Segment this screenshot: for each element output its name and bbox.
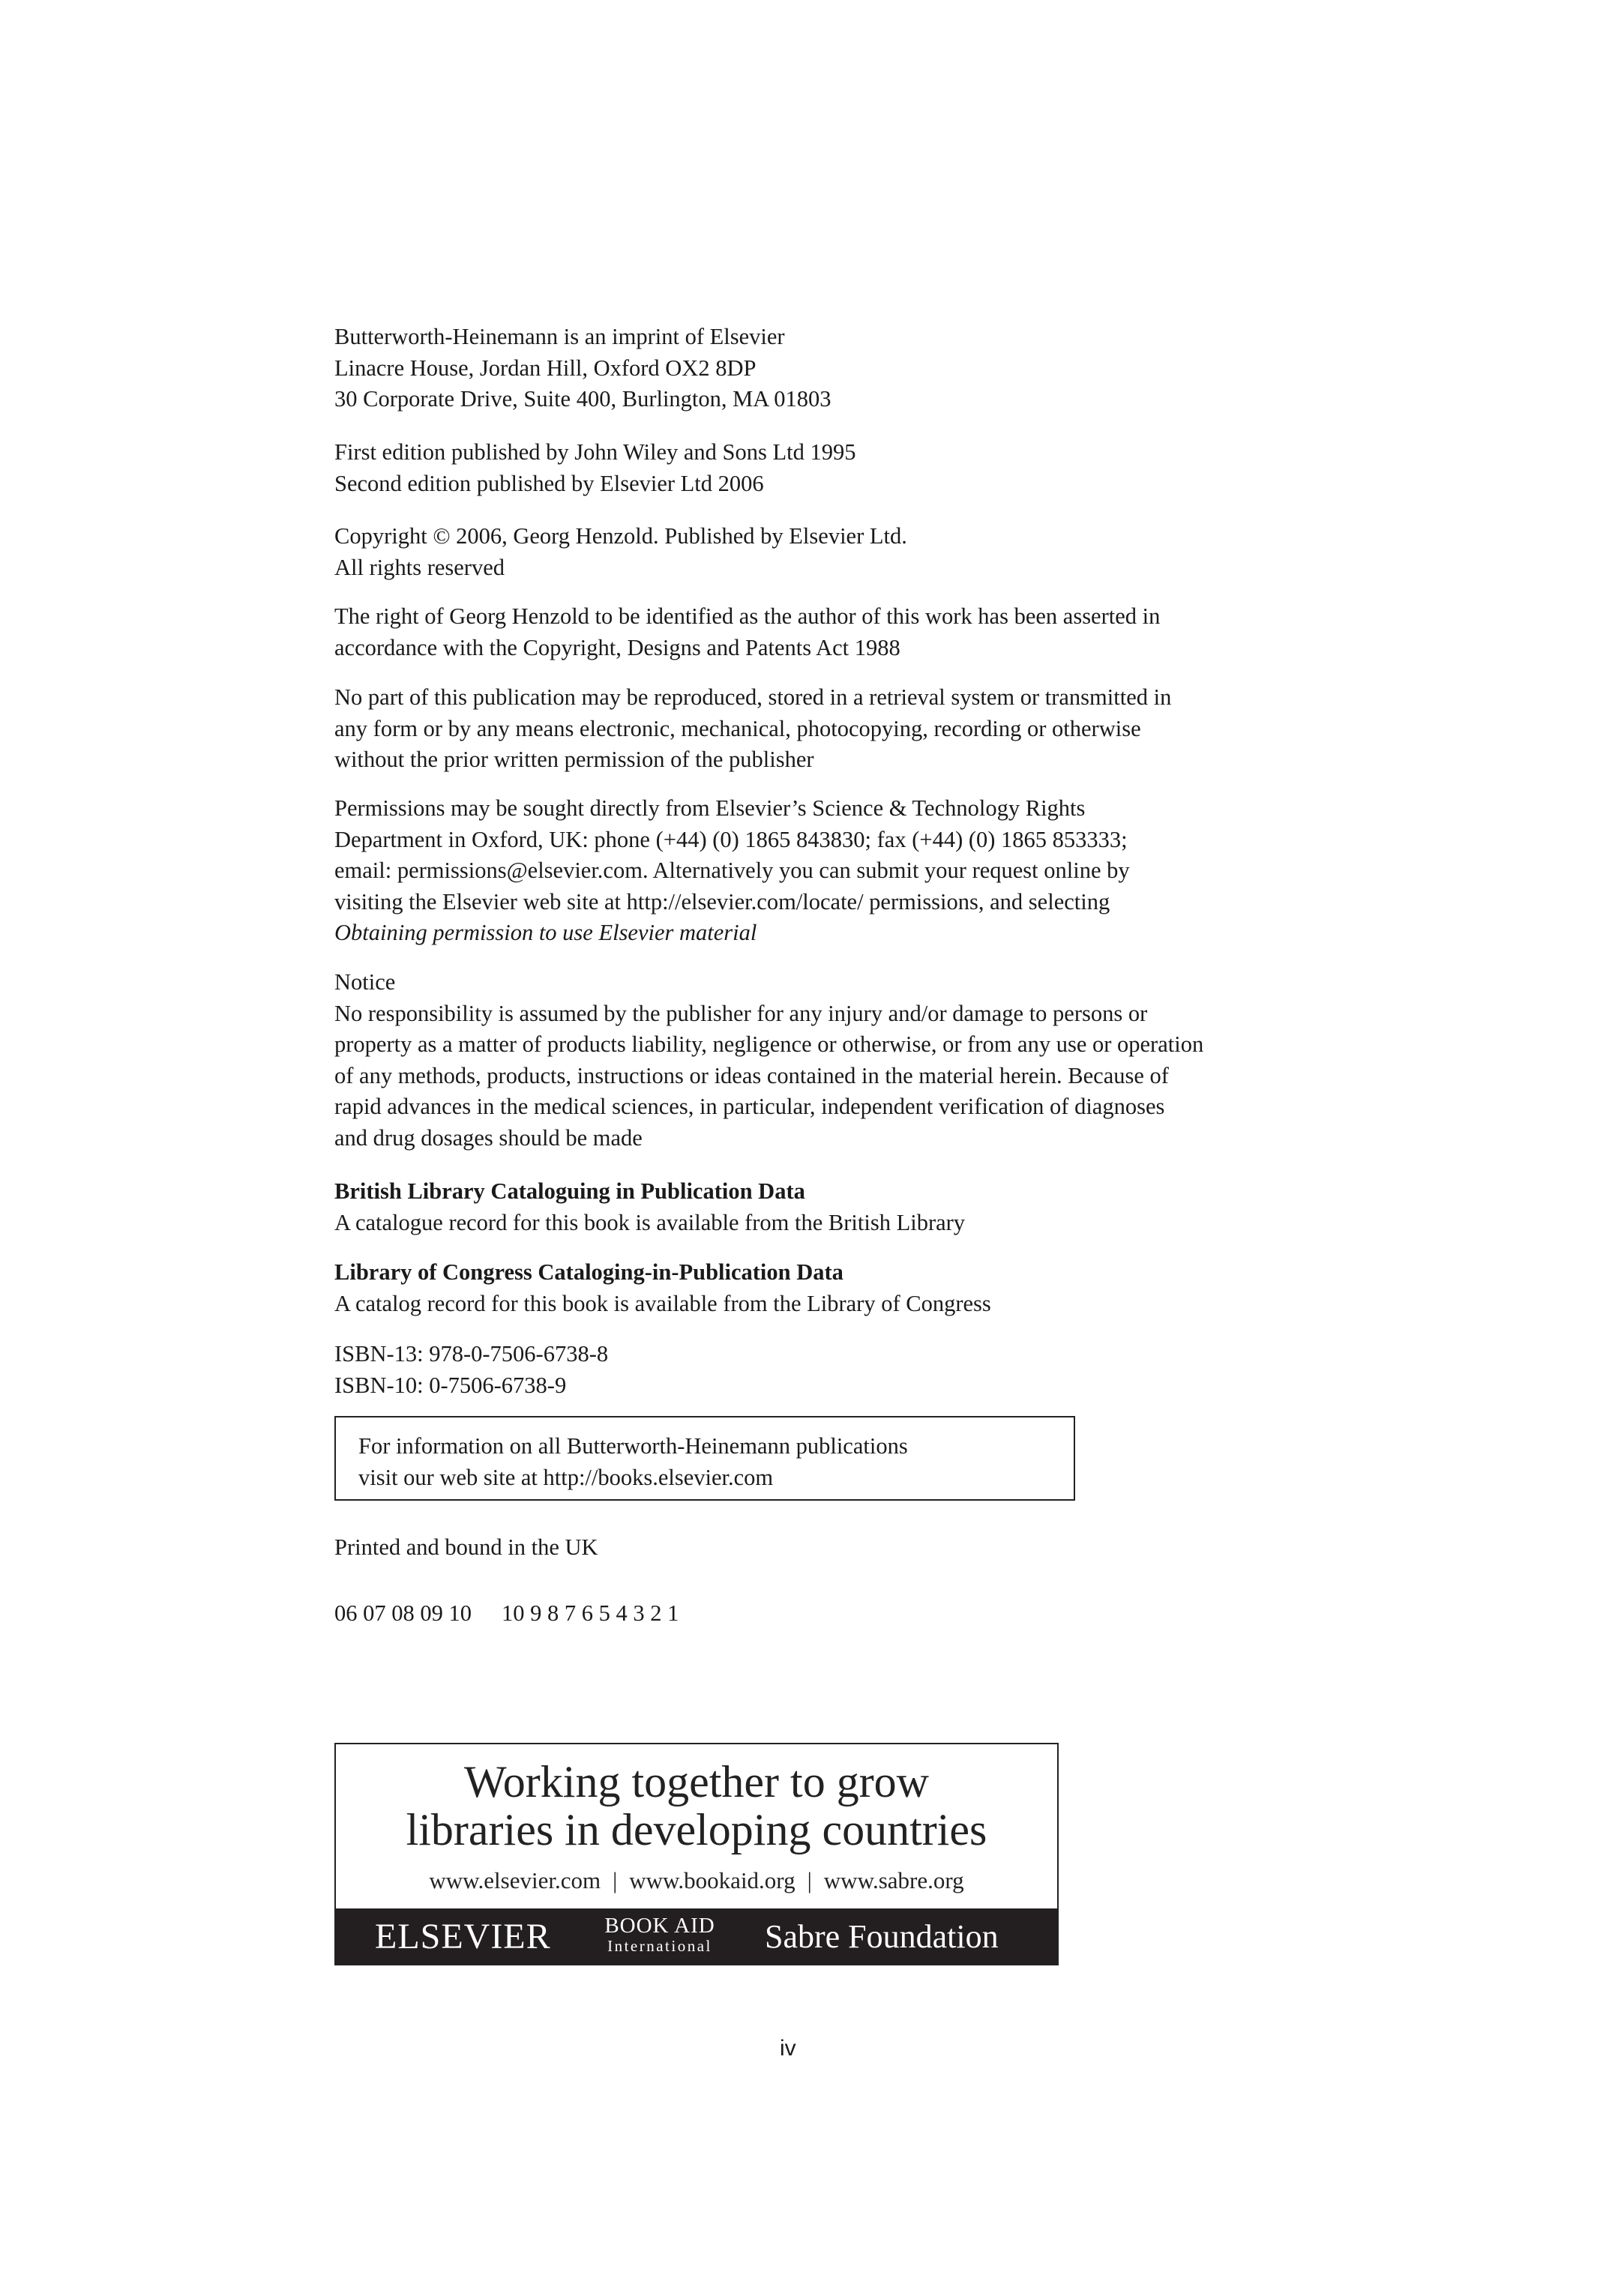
british-library-heading: British Library Cataloguing in Publication Data (334, 1178, 805, 1204)
book-aid-logo-top: BOOK AID (604, 1914, 715, 1938)
print-years: 06 07 08 09 10 (334, 1600, 472, 1626)
imprint-block (334, 322, 1279, 415)
imprint-line: 30 Corporate Drive, Suite 400, Burlington, MA 01803 (334, 386, 831, 412)
printed-block (334, 1532, 1279, 1564)
sabre-foundation-logo: Sabre Foundation (765, 1918, 999, 1955)
permissions-line: Department in Oxford, UK: phone (+44) (0) 1865 843830; fax (+44) (0) 1865 853333; (334, 826, 1128, 852)
link-sabre[interactable]: www.sabre.org (823, 1867, 964, 1893)
imprint-line: Butterworth-Heinemann is an imprint of Elsevier (334, 324, 785, 349)
first-edition: First edition published by John Wiley and Sons Ltd 1995 (334, 439, 856, 465)
isbn-13: ISBN-13: 978-0-7506-6738-8 (334, 1341, 609, 1367)
isbn-block (334, 1339, 1279, 1401)
book-aid-logo (592, 1914, 727, 1955)
notice-block (334, 967, 1279, 1154)
notice-heading: Notice (334, 969, 396, 995)
author-right-line: The right of Georg Henzold to be identified as the author of this work has been asserted in (334, 603, 1161, 629)
notice-line: and drug dosages should be made (334, 1124, 643, 1151)
book-aid-logo-bottom: International (607, 1937, 712, 1955)
copyright-line: Copyright © 2006, Georg Henzold. Published by Elsevier Ltd. (334, 523, 907, 549)
banner-headline: libraries in developing countries (406, 1805, 987, 1854)
book-aid-banner (334, 1743, 1059, 1965)
elsevier-logo: ELSEVIER (375, 1917, 551, 1956)
notice-line: rapid advances in the medical sciences, in particular, independent verification of diagnoses (334, 1094, 1165, 1119)
library-of-congress-block (334, 1257, 1279, 1319)
reproduction-line: any form or by any means electronic, mechanical, photocopying, recording or otherwise (334, 715, 1141, 741)
reproduction-line: No part of this publication may be reproduced, stored in a retrieval system or transmitted in (334, 684, 1172, 710)
british-library-text: A catalogue record for this book is available from the British Library (334, 1209, 966, 1235)
second-edition: Second edition published by Elsevier Ltd 2006 (334, 470, 764, 496)
notice-line: property as a matter of products liability, negligence or otherwise, or from any use or operation (334, 1031, 1204, 1057)
editions-block (334, 437, 1279, 499)
author-right-block (334, 601, 1279, 663)
permissions-line: email: permissions@elsevier.com. Alternatively you can submit your request online by (334, 858, 1130, 883)
permissions-block (334, 793, 1279, 949)
info-box-line: visit our web site at http://books.elsevier.com (358, 1464, 774, 1490)
banner-links (336, 1866, 1057, 1896)
print-line (334, 1598, 1279, 1630)
link-bookaid[interactable]: www.bookaid.org (629, 1867, 796, 1893)
page-number: iv (780, 2036, 796, 2061)
author-right-line: accordance with the Copyright, Designs and Patents Act 1988 (334, 634, 900, 660)
library-of-congress-heading: Library of Congress Cataloging-in-Publication Data (334, 1259, 843, 1285)
notice-line: of any methods, products, instructions or ideas contained in the material herein. Because of (334, 1062, 1169, 1088)
copyright-block (334, 521, 1279, 583)
print-impressions: 10 9 8 7 6 5 4 3 2 1 (502, 1600, 679, 1626)
library-of-congress-text: A catalog record for this book is available from the Library of Congress (334, 1290, 991, 1316)
link-elsevier[interactable]: www.elsevier.com (429, 1867, 601, 1893)
british-library-block (334, 1176, 1279, 1238)
publications-info-box (334, 1416, 1075, 1501)
permissions-line: Permissions may be sought directly from Elsevier’s Science & Technology Rights (334, 795, 1086, 821)
printed-line: Printed and bound in the UK (334, 1534, 598, 1560)
reproduction-block (334, 682, 1279, 776)
banner-headline: Working together to grow (463, 1757, 930, 1807)
reproduction-line: without the prior written permission of the publisher (334, 747, 814, 772)
permissions-italic-line: Obtaining permission to use Elsevier material (334, 920, 757, 945)
notice-line: No responsibility is assumed by the publisher for any injury and/or damage to persons or (334, 1000, 1148, 1026)
banner-logo-strip (336, 1908, 1057, 1964)
imprint-line: Linacre House, Jordan Hill, Oxford OX2 8DP (334, 355, 757, 381)
info-box-line: For information on all Butterworth-Heinemann publications (358, 1433, 908, 1459)
permissions-line: visiting the Elsevier web site at http://elsevier.com/locate/ permissions, and selecting (334, 888, 1110, 915)
link-separator: | (613, 1867, 618, 1893)
link-separator: | (807, 1867, 812, 1893)
isbn-10: ISBN-10: 0-7506-6738-9 (334, 1372, 567, 1398)
rights-reserved: All rights reserved (334, 554, 505, 580)
